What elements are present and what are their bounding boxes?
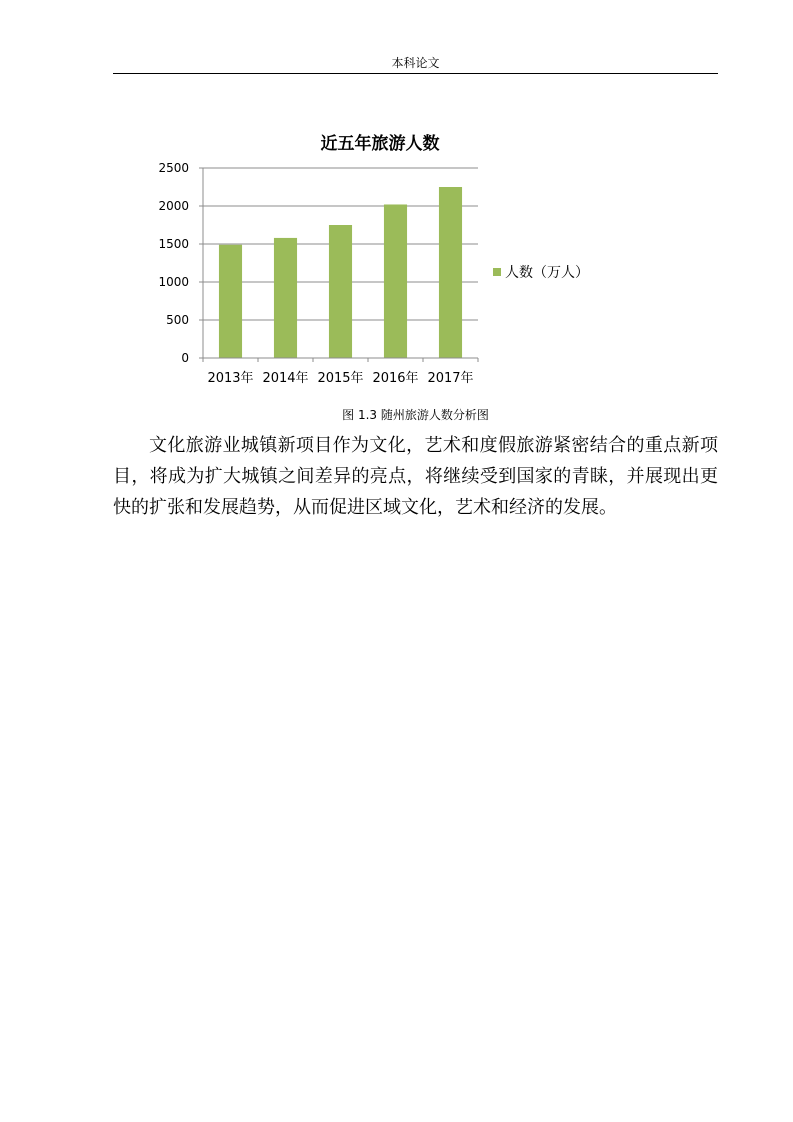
figure-caption: 图 1.3 随州旅游人数分析图	[342, 408, 489, 422]
x-tick-label: 2016年	[372, 371, 419, 386]
bar-2015年	[329, 225, 352, 358]
legend-swatch	[493, 268, 501, 276]
legend-label: 人数（万人）	[505, 265, 589, 281]
y-tick-label: 2000	[158, 199, 189, 213]
bar-2016年	[384, 204, 407, 358]
body-paragraph: 文化旅游业城镇新项目作为文化，艺术和度假旅游紧密结合的重点新项目，将成为扩大城镇之间差异的亮点，将继续受到国家的青睐，并展现出更快的扩张和发展趋势，从而促进区域文化，艺术和经济的发展。	[113, 435, 718, 518]
y-tick-label: 0	[181, 351, 189, 365]
page-header-title: 本科论文	[391, 56, 440, 70]
bar-2017年	[439, 187, 462, 358]
x-tick-label: 2015年	[317, 371, 364, 386]
y-tick-label: 2500	[158, 161, 189, 175]
x-tick-label: 2013年	[207, 371, 254, 386]
x-tick-label: 2014年	[262, 371, 309, 386]
chart-title: 近五年旅游人数	[320, 134, 440, 154]
y-tick-label: 1000	[158, 275, 189, 289]
bar-2014年	[274, 238, 297, 358]
y-tick-label: 1500	[158, 237, 189, 251]
bar-chart	[150, 125, 610, 400]
y-tick-label: 500	[166, 313, 189, 327]
header-divider	[113, 73, 718, 74]
x-tick-label: 2017年	[427, 371, 474, 386]
bar-2013年	[219, 245, 242, 358]
